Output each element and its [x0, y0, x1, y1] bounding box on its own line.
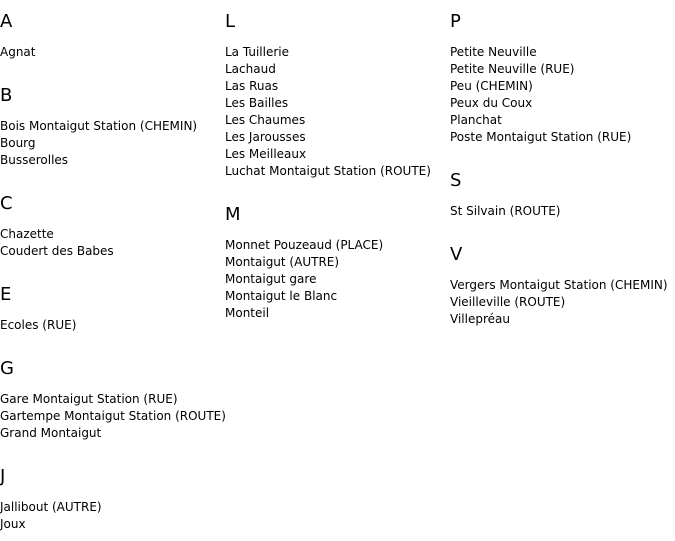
street-list	[450, 203, 675, 220]
street-item[interactable]: Vieilleville (ROUTE)	[450, 295, 566, 309]
letter-heading: P	[450, 11, 461, 32]
street-item[interactable]: Peux du Coux	[450, 96, 533, 110]
street-item[interactable]: Lachaud	[225, 62, 276, 76]
letter-heading: C	[0, 193, 13, 214]
street-item[interactable]: Villepréau	[450, 312, 510, 326]
street-list	[225, 44, 450, 180]
street-item[interactable]: Les Chaumes	[225, 113, 306, 127]
letter-heading: E	[0, 284, 12, 305]
street-item[interactable]: Gartempe Montaigut Station (ROUTE)	[0, 409, 226, 423]
street-list	[0, 499, 225, 533]
street-list	[0, 317, 225, 334]
letter-group-e	[0, 283, 225, 334]
letter-group-m	[225, 203, 450, 322]
street-item[interactable]: Montaigut (AUTRE)	[225, 255, 340, 269]
street-item[interactable]: Peu (CHEMIN)	[450, 79, 533, 93]
letter-group-a	[0, 10, 225, 61]
letter-group-p	[450, 10, 675, 146]
letter-group-b	[0, 84, 225, 169]
street-list	[0, 226, 225, 260]
street-item[interactable]: Planchat	[450, 113, 502, 127]
street-item[interactable]: Poste Montaigut Station (RUE)	[450, 130, 632, 144]
street-item[interactable]: Luchat Montaigut Station (ROUTE)	[225, 164, 431, 178]
street-item[interactable]: Grand Montaigut	[0, 426, 102, 440]
index-column-1	[0, 10, 225, 533]
letter-heading: V	[450, 244, 463, 265]
letter-group-j	[0, 465, 225, 533]
street-item[interactable]: Joux	[0, 517, 26, 531]
index-column-2	[225, 10, 450, 322]
letter-group-v	[450, 243, 675, 328]
street-item[interactable]: Petite Neuville	[450, 45, 537, 59]
street-item[interactable]: Les Jarousses	[225, 130, 306, 144]
street-item[interactable]: Coudert des Babes	[0, 244, 114, 258]
letter-heading: S	[450, 170, 462, 191]
street-list	[0, 391, 225, 442]
street-item[interactable]: Las Ruas	[225, 79, 279, 93]
street-item[interactable]: Petite Neuville (RUE)	[450, 62, 575, 76]
letter-group-l	[225, 10, 450, 180]
street-item[interactable]: Jallibout (AUTRE)	[0, 500, 102, 514]
street-item[interactable]: Ecoles (RUE)	[0, 318, 77, 332]
street-item[interactable]: Busserolles	[0, 153, 69, 167]
street-item[interactable]: Monteil	[225, 306, 270, 320]
street-item[interactable]: Agnat	[0, 45, 36, 59]
street-item[interactable]: Vergers Montaigut Station (CHEMIN)	[450, 278, 668, 292]
street-item[interactable]: La Tuillerie	[225, 45, 290, 59]
street-list	[0, 44, 225, 61]
letter-heading: G	[0, 358, 14, 379]
street-list	[0, 118, 225, 169]
letter-heading: A	[0, 11, 13, 32]
street-item[interactable]: Bourg	[0, 136, 36, 150]
index-column-3	[450, 10, 675, 328]
street-item[interactable]: St Silvain (ROUTE)	[450, 204, 561, 218]
street-list	[450, 277, 675, 328]
street-item[interactable]: Montaigut gare	[225, 272, 317, 286]
letter-group-s	[450, 169, 675, 220]
street-list	[225, 237, 450, 322]
street-item[interactable]: Monnet Pouzeaud (PLACE)	[225, 238, 384, 252]
letter-heading: L	[225, 11, 236, 32]
letter-heading: B	[0, 85, 13, 106]
street-item[interactable]: Les Meilleaux	[225, 147, 307, 161]
letter-heading: M	[225, 204, 241, 225]
street-item[interactable]: Bois Montaigut Station (CHEMIN)	[0, 119, 198, 133]
street-item[interactable]: Montaigut le Blanc	[225, 289, 338, 303]
letter-group-g	[0, 357, 225, 442]
letter-heading: J	[0, 466, 6, 487]
street-item[interactable]: Chazette	[0, 227, 54, 241]
street-item[interactable]: Les Bailles	[225, 96, 289, 110]
street-item[interactable]: Gare Montaigut Station (RUE)	[0, 392, 178, 406]
street-list	[450, 44, 675, 146]
letter-group-c	[0, 192, 225, 260]
